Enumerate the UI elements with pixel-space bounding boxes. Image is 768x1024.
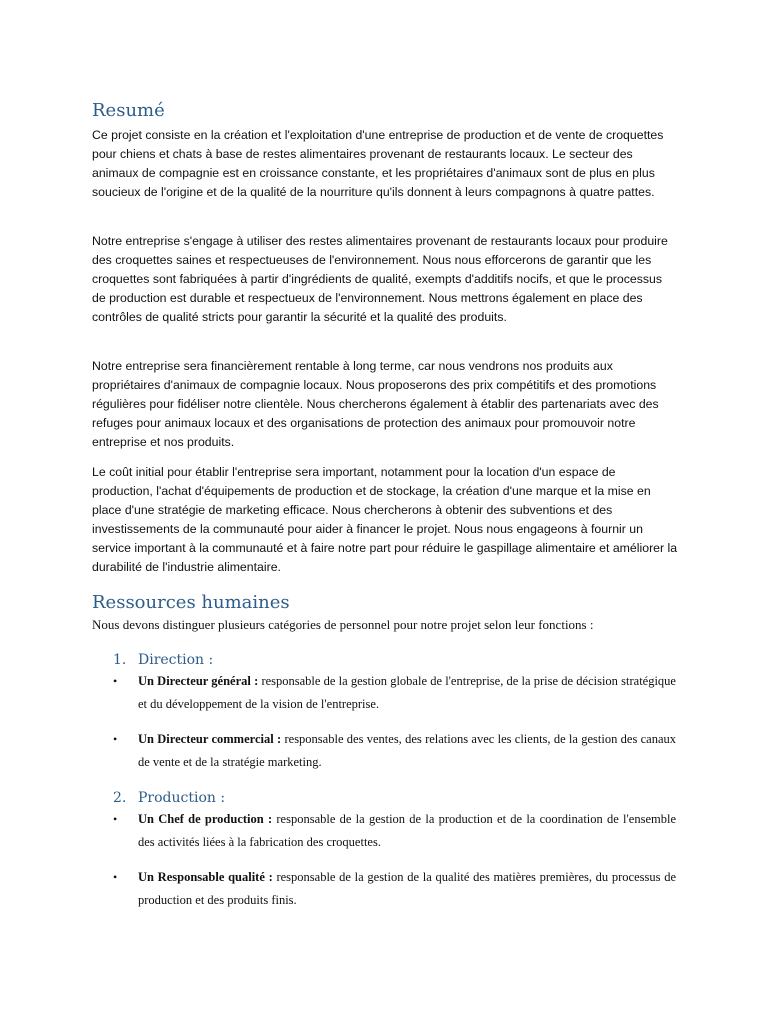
- role-label: Un Chef de production :: [138, 812, 273, 826]
- role-description: responsable de la gestion de la qualité des matières premières, du processus de production et des produits finis.: [138, 870, 676, 907]
- bullet-icon: •: [113, 870, 118, 884]
- section-number: 2.: [113, 790, 127, 806]
- role-label: Un Directeur général :: [138, 674, 259, 688]
- resume-paragraph-3: Notre entreprise sera financièrement rentable à long terme, car nous vendrons nos produits aux propriétaires d'animaux de compagnie locaux. Nous proposerons des prix compétitifs et des promotions régulières pour fidéliser notre clientèle. Nous chercherons également à établir des partenariats avec des refuges pour animaux locaux et des organisations de protection des animaux pour promouvoir notre entreprise et nos produits.: [92, 359, 659, 449]
- ressources-humaines-heading: Ressources humaines: [92, 592, 290, 613]
- resume-paragraph-1: Ce projet consiste en la création et l'exploitation d'une entreprise de production et de vente de croquettes pour chiens et chats à base de restes alimentaires provenant de restaurants locaux. Le secteur des animaux de compagnie est en croissance constante, et les propriétaires d'animaux sont de plus en plus soucieux de l'origine et de la qualité de la nourriture qu'ils donnent à leurs compagnons à quatre pattes.: [92, 128, 664, 199]
- list-item-directeur-commercial: [113, 728, 676, 774]
- role-description: responsable de la gestion globale de l'entreprise, de la prise de décision stratégique et du développement de la vision de l'entreprise.: [138, 674, 676, 711]
- section-title: Direction :: [138, 652, 214, 668]
- role-label: Un Responsable qualité :: [138, 870, 273, 884]
- role-description: responsable de la gestion de la production et de la coordination de l'ensemble des activités liées à la fabrication des croquettes.: [138, 812, 676, 849]
- role-label: Un Directeur commercial :: [138, 732, 282, 746]
- bullet-icon: •: [113, 674, 118, 688]
- list-item-directeur-general: [113, 670, 676, 716]
- section-number: 1.: [113, 652, 127, 668]
- resume-paragraph-4: Le coût initial pour établir l'entreprise sera important, notamment pour la location d'un espace de production, l'achat d'équipements de production et de stockage, la création d'une marque et la mise en place d'une stratégie de marketing efficace. Nous chercherons à obtenir des subventions et des investissements de la communauté pour aider à financer le projet. Nous nous engageons à fournir un service important à la communauté et à faire notre part pour réduire le gaspillage alimentaire et améliorer la durabilité de l'industrie alimentaire.: [92, 465, 678, 574]
- rh-intro: Nous devons distinguer plusieurs catégories de personnel pour notre projet selon leur fonctions :: [92, 617, 594, 632]
- role-description: responsable des ventes, des relations avec les clients, de la gestion des canaux de vente et de la stratégie marketing.: [138, 732, 676, 769]
- bullet-icon: •: [113, 812, 118, 826]
- section-direction-heading: [113, 652, 213, 668]
- list-item-responsable-qualite: [113, 866, 676, 912]
- resume-paragraph-2: Notre entreprise s'engage à utiliser des restes alimentaires provenant de restaurants locaux pour produire des croquettes saines et respectueuses de l'environnement. Nous nous efforcerons de garantir que les croquettes sont fabriquées à partir d'ingrédients de qualité, exempts d'additifs nocifs, et que le processus de production est durable et respectueux de l'environnement. Nous mettrons également en place des contrôles de qualité stricts pour garantir la sécurité et la qualité des produits.: [92, 234, 668, 324]
- list-item-chef-production: [113, 808, 676, 854]
- resume-heading: Resumé: [92, 100, 165, 121]
- section-title: Production :: [138, 790, 226, 806]
- bullet-icon: •: [113, 732, 118, 746]
- section-production-heading: [113, 790, 225, 806]
